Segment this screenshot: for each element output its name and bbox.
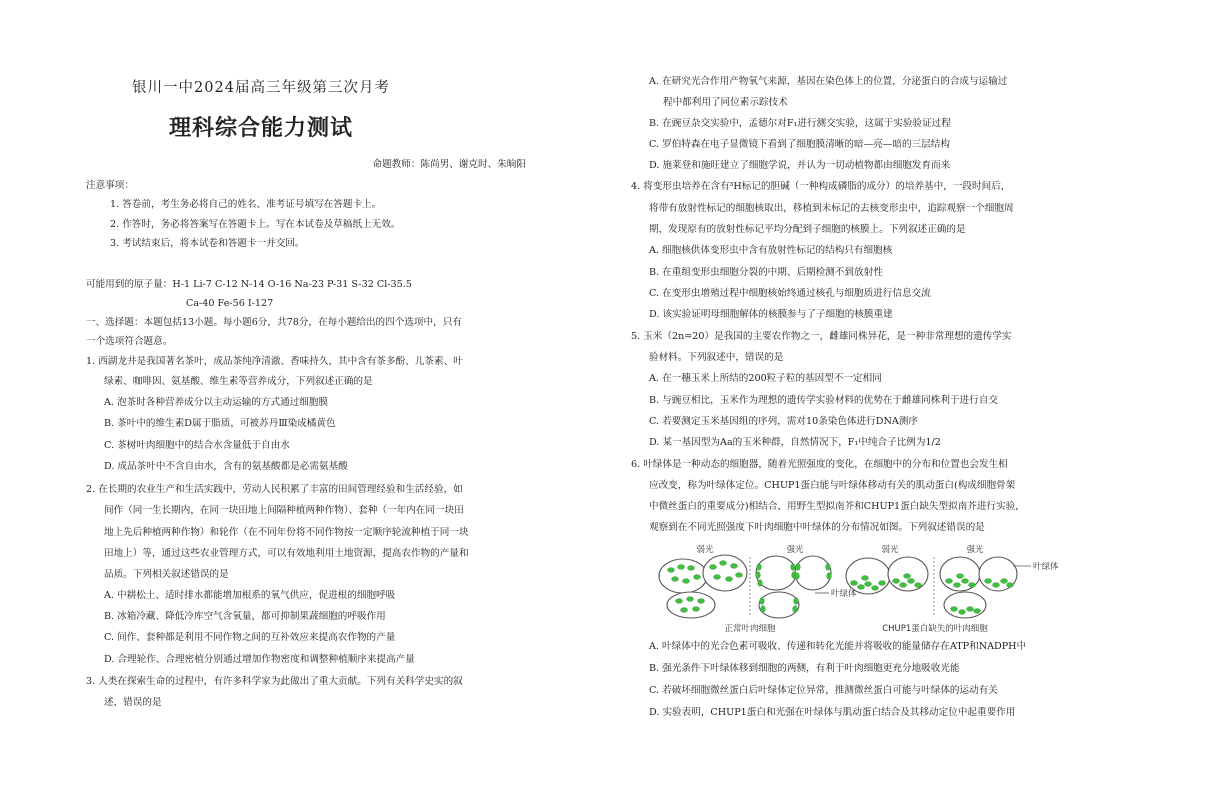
option-a: A. 在研究光合作用产物氧气来源，基因在染色体上的位置，分泌蛋白的合成与运输过 [649,76,1008,87]
question-stem: 验材料。下列叙述中，错误的是 [649,352,784,363]
option-a: A. 在一穗玉米上所结的200粒子粒的基因型不一定相同 [649,373,882,384]
question-stem: 5. 玉米（2n=20）是我国的主要农作物之一，雌雄同株异花，是一种非常理想的遗传学实 [631,331,1012,342]
chloroplast-diagram [655,543,1059,635]
chloroplast-label: 叶绿体 [1033,562,1059,572]
atomic-masses-line1: 可能用到的原子量：H-1 Li-7 C-12 N-14 O-16 Na-23 P-31 S-32 Cl-35.5 [86,279,412,290]
question-stem: 1. 西湖龙井是我国著名茶叶，成品茶纯净清澈、香味持久，其中含有茶多酚、儿茶素、叶 [86,356,463,367]
question-stem: 期，发现原有的放射性标记平均分配到子细胞的核膜上。下列叙述正确的是 [649,224,966,235]
subject-title: 理科综合能力测试 [168,116,353,141]
cell [846,558,890,594]
option-a: 程中都利用了同位素示踪技术 [663,97,788,108]
section-heading: 一、选择题：本题包括13小题。每小题6分，共78分，在每小题给出的四个选项中，只有 [86,317,462,328]
question-stem: 3. 人类在探索生命的过程中，有许多科学家为此做出了重大贡献。下列有关科学史实的叙 [86,676,463,687]
question-stem: 应改变，称为叶绿体定位。CHUP1蛋白能与叶绿体移动有关的肌动蛋白(构成细胞骨架 [649,480,1016,491]
strong-light-label: 强光 [966,545,984,555]
option-c: C. 间作、套种都是利用不同作物之间的互补效应来提高农作物的产量 [104,632,396,643]
notice-item: 3. 考试结束后，将本试卷和答题卡一并交回。 [110,238,305,249]
chloroplast-label: 叶绿体 [831,589,857,599]
option-a: A. 泡茶时各种营养成分以主动运输的方式通过细胞膜 [104,397,329,408]
option-b: B. 与豌豆相比，玉米作为理想的遗传学实验材料的优势在于雌雄同株利于进行自交 [649,395,998,406]
question-stem: 6. 叶绿体是一种动态的细胞器，随着光照强度的变化，在细胞中的分布和位置也会发生相 [631,459,1008,470]
question-stem: 绿素、咖啡因、氨基酸、维生素等营养成分，下列叙述正确的是 [104,376,373,387]
exam-title: 银川一中2024届高三年级第三次月考 [132,80,390,96]
notice-item: 1. 答卷前，考生务必将自己的姓名、准考证号填写在答题卡上。 [110,199,382,210]
question-stem: 4. 将变形虫培养在含有³H标记的胆碱（一种构成磷脂的成分）的培养基中，一段时间后， [631,181,1011,192]
option-b: B. 在豌豆杂交实验中，孟德尔对F₁进行测交实验，这属于实验验证过程 [649,118,951,129]
question-stem: 中微丝蛋白的重要成分)相结合，用野生型拟南芥和CHUP1蛋白缺失型拟南芥进行实验， [649,501,1025,512]
option-a: A. 细胞核供体变形虫中含有放射性标记的结构只有细胞核 [649,245,893,256]
option-d: D. 该实验证明母细胞解体的核膜参与了子细胞的核膜重建 [649,309,893,320]
option-d: D. 某一基因型为Aa的玉米种群，自然情况下，F₁中纯合子比例为1/2 [649,437,941,448]
option-c: C. 茶树叶肉细胞中的结合水含量低于自由水 [104,440,290,451]
question-stem: 观察到在不同光照强度下叶肉细胞中叶绿体的分布情况如图。下列叙述错误的是 [649,522,985,533]
option-d: D. 实验表明，CHUP1蛋白和光强在叶绿体与肌动蛋白结合及其移动定位中起重要作用 [649,707,1016,718]
weak-light-label: 弱光 [881,545,899,555]
cell [667,592,715,618]
option-b: B. 强光条件下叶绿体移到细胞的两侧，有利于叶肉细胞更充分地吸收光能 [649,663,960,674]
option-d: D. 施莱登和施旺建立了细胞学说，并认为一切动植物都由细胞发育而来 [649,160,951,171]
strong-light-label: 强光 [786,545,804,555]
chloroplast-figure [655,543,1059,635]
cell [795,556,831,590]
notice-item: 2. 作答时，务必将答案写在答题卡上。写在本试卷及草稿纸上无效。 [110,219,401,230]
section-heading: 一个选项符合题意。 [86,336,173,347]
left-column [86,0,526,798]
option-c: C. 若破坏细胞微丝蛋白后叶绿体定位异常，推测微丝蛋白可能与叶绿体的运动有关 [649,685,998,696]
option-d: D. 合理轮作、合理密植分别通过增加作物密度和调整种植顺序来提高产量 [104,654,415,665]
cell [944,592,986,618]
option-c: C. 若要测定玉米基因组的序列，需对10条染色体进行DNA测序 [649,416,918,427]
teachers-line: 命题教师：陈尚男、谢克时、朱晌阳 [372,159,526,170]
question-stem: 间作（同一生长期内，在同一块田地上间隔种植两种作物）、套种（一年内在同一块田 [104,505,464,516]
option-c: C. 罗伯特森在电子显微镜下看到了细胞膜清晰的暗—亮—暗的三层结构 [649,139,950,150]
caption-normal: 正常叶肉细胞 [724,624,776,634]
question-stem: 品质。下列相关叙述错误的是 [104,569,229,580]
atomic-masses-line2: Ca-40 Fe-56 I-127 [186,298,274,309]
notice-heading: 注意事项： [86,180,134,191]
option-b: B. 冰箱冷藏、降低冷库空气含氧量，都可抑制果蔬细胞的呼吸作用 [104,611,386,622]
option-d: D. 成品茶叶中不含自由水，含有的氨基酸都是必需氨基酸 [104,461,348,472]
weak-light-label: 弱光 [696,545,714,555]
right-column [631,0,1067,798]
question-stem: 田地上）等，通过这些农业管理方式，可以有效地利用土地资源，提高农作物的产量和 [104,548,469,559]
option-b: B. 茶叶中的维生素D属于脂质，可被苏丹Ⅲ染成橘黄色 [104,418,336,429]
caption-mutant: CHUP1蛋白缺失的叶肉细胞 [882,624,988,634]
option-c: C. 在变形虫增殖过程中细胞核始终通过核孔与细胞质进行信息交流 [649,288,931,299]
option-a: A. 叶绿体中的光合色素可吸收、传递和转化光能并将吸收的能量储存在ATP和NADPH中 [649,641,1027,652]
question-stem: 2. 在长期的农业生产和生活实践中，劳动人民积累了丰富的田间管理经验和生活经验，如 [86,484,463,495]
question-stem: 述，错误的是 [104,697,162,708]
option-b: B. 在重组变形虫细胞分裂的中期、后期检测不到放射性 [649,267,883,278]
question-stem: 将带有放射性标记的细胞核取出，移植到未标记的去核变形虫中，追踪观察一个细胞周 [649,203,1014,214]
option-a: A. 中耕松土、适时排水都能增加根系的氧气供应，促进根的细胞呼吸 [104,590,396,601]
cell [759,592,799,618]
question-stem: 地上先后种植两种作物）和轮作（在不同年份将不同作物按一定顺序轮流种植于同一块 [104,527,469,538]
